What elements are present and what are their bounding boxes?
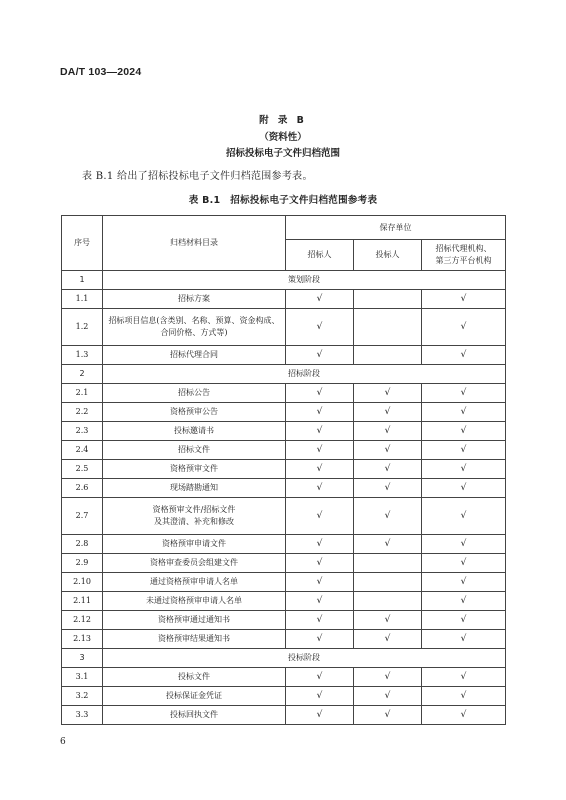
tenderer-check: √ xyxy=(286,422,354,441)
agency-check: √ xyxy=(422,403,506,422)
header-agency xyxy=(422,240,506,271)
tenderer-check: √ xyxy=(286,535,354,554)
tenderer-check: √ xyxy=(286,573,354,592)
row-seq: 2.6 xyxy=(62,479,103,498)
row-seq: 3.1 xyxy=(62,668,103,687)
row-seq: 3.2 xyxy=(62,687,103,706)
row-name-line1: 资格预审文件/招标文件 xyxy=(152,505,236,514)
row-name xyxy=(103,706,286,725)
row-name xyxy=(103,668,286,687)
row-seq: 2.11 xyxy=(62,592,103,611)
row-name-line1: 资格预审公告 xyxy=(170,407,218,416)
row-seq: 2.8 xyxy=(62,535,103,554)
stage-name: 招标阶段 xyxy=(103,365,506,384)
stage-name: 投标阶段 xyxy=(103,649,506,668)
agency-check: √ xyxy=(422,498,506,535)
row-name xyxy=(103,346,286,365)
stage-number: 3 xyxy=(62,649,103,668)
annex-title: 附 录 B xyxy=(259,115,307,126)
row-name-line1: 招标代理合同 xyxy=(170,350,218,359)
row-name-line1: 现场踏勘通知 xyxy=(170,483,218,492)
bidder-check: √ xyxy=(354,441,422,460)
row-seq: 1.1 xyxy=(62,290,103,309)
standard-code: DA/T 103—2024 xyxy=(60,66,142,78)
table-row xyxy=(62,479,506,498)
agency-check: √ xyxy=(422,535,506,554)
tenderer-check: √ xyxy=(286,611,354,630)
agency-check: √ xyxy=(422,441,506,460)
table-row xyxy=(62,630,506,649)
agency-check: √ xyxy=(422,346,506,365)
bidder-check: √ xyxy=(354,630,422,649)
row-name-line1: 资格预审申请文件 xyxy=(162,539,226,548)
row-name xyxy=(103,479,286,498)
agency-check: √ xyxy=(422,573,506,592)
bidder-check: √ xyxy=(354,403,422,422)
row-seq: 3.3 xyxy=(62,706,103,725)
bidder-check xyxy=(354,309,422,346)
header-bidder: 投标人 xyxy=(354,240,422,271)
stage-name: 策划阶段 xyxy=(103,271,506,290)
row-name-line1: 资格预审结果通知书 xyxy=(158,634,230,643)
bidder-check: √ xyxy=(354,498,422,535)
row-name-line1: 投标回执文件 xyxy=(170,710,218,719)
row-name xyxy=(103,554,286,573)
row-name-line1: 招标项目信息(含类别、名称、预算、资金构成、 xyxy=(108,316,280,325)
table-row xyxy=(62,554,506,573)
row-seq: 2.7 xyxy=(62,498,103,535)
row-name xyxy=(103,441,286,460)
table-row xyxy=(62,611,506,630)
row-name-line1: 招标文件 xyxy=(178,445,210,454)
agency-check: √ xyxy=(422,479,506,498)
row-name-line1: 投标保证金凭证 xyxy=(166,691,222,700)
bidder-check xyxy=(354,346,422,365)
table-caption: 表 B.1 招标投标电子文件归档范围参考表 xyxy=(188,195,378,206)
row-seq: 2.13 xyxy=(62,630,103,649)
row-name xyxy=(103,384,286,403)
header-seq: 序号 xyxy=(62,216,103,271)
stage-number: 1 xyxy=(62,271,103,290)
row-name-line1: 通过资格预审申请人名单 xyxy=(150,577,238,586)
annex-heading xyxy=(0,113,566,163)
annex-name: 招标投标电子文件归档范围 xyxy=(225,148,340,159)
row-name-line1: 资格审查委员会组建文件 xyxy=(150,558,238,567)
row-name xyxy=(103,290,286,309)
tenderer-check: √ xyxy=(286,668,354,687)
agency-check: √ xyxy=(422,687,506,706)
intro-paragraph: 表 B.1 给出了招标投标电子文件归档范围参考表。 xyxy=(82,171,313,182)
agency-check: √ xyxy=(422,630,506,649)
stage-row xyxy=(62,271,506,290)
row-seq: 2.1 xyxy=(62,384,103,403)
agency-check: √ xyxy=(422,592,506,611)
table-row xyxy=(62,346,506,365)
table-row xyxy=(62,290,506,309)
tenderer-check: √ xyxy=(286,346,354,365)
header-agency-line2: 第三方平台机构 xyxy=(435,256,492,265)
row-seq: 2.3 xyxy=(62,422,103,441)
table-row xyxy=(62,687,506,706)
row-seq: 2.5 xyxy=(62,460,103,479)
stage-row xyxy=(62,649,506,668)
bidder-check: √ xyxy=(354,611,422,630)
row-name xyxy=(103,573,286,592)
tenderer-check: √ xyxy=(286,460,354,479)
bidder-check: √ xyxy=(354,535,422,554)
table-row xyxy=(62,441,506,460)
row-name-line1: 投标文件 xyxy=(178,672,210,681)
stage-number: 2 xyxy=(62,365,103,384)
tenderer-check: √ xyxy=(286,630,354,649)
row-name xyxy=(103,535,286,554)
row-name xyxy=(103,687,286,706)
bidder-check: √ xyxy=(354,687,422,706)
table-row xyxy=(62,422,506,441)
bidder-check: √ xyxy=(354,460,422,479)
row-seq: 2.4 xyxy=(62,441,103,460)
bidder-check xyxy=(354,573,422,592)
row-seq: 1.3 xyxy=(62,346,103,365)
row-seq: 2.9 xyxy=(62,554,103,573)
bidder-check: √ xyxy=(354,384,422,403)
row-name-line1: 招标方案 xyxy=(178,294,210,303)
agency-check: √ xyxy=(422,668,506,687)
row-name xyxy=(103,309,286,346)
bidder-check: √ xyxy=(354,422,422,441)
row-name xyxy=(103,422,286,441)
header-keeper: 保存单位 xyxy=(286,216,506,240)
tenderer-check: √ xyxy=(286,309,354,346)
tenderer-check: √ xyxy=(286,441,354,460)
row-name-line1: 未通过资格预审申请人名单 xyxy=(146,596,242,605)
tenderer-check: √ xyxy=(286,498,354,535)
table-row xyxy=(62,668,506,687)
table-row xyxy=(62,573,506,592)
row-name xyxy=(103,630,286,649)
agency-check: √ xyxy=(422,290,506,309)
bidder-check xyxy=(354,554,422,573)
header-tenderer: 招标人 xyxy=(286,240,354,271)
row-name-line1: 资格预审文件 xyxy=(170,464,218,473)
row-name-line1: 招标公告 xyxy=(178,388,210,397)
bidder-check: √ xyxy=(354,706,422,725)
table-row xyxy=(62,403,506,422)
tenderer-check: √ xyxy=(286,706,354,725)
page-number: 6 xyxy=(60,737,66,747)
row-seq: 2.10 xyxy=(62,573,103,592)
row-seq: 2.2 xyxy=(62,403,103,422)
agency-check: √ xyxy=(422,706,506,725)
row-name-line1: 资格预审通过通知书 xyxy=(158,615,230,624)
row-name-line1: 投标邀请书 xyxy=(174,426,214,435)
row-seq: 2.12 xyxy=(62,611,103,630)
agency-check: √ xyxy=(422,611,506,630)
table-row xyxy=(62,309,506,346)
table-row xyxy=(62,706,506,725)
tenderer-check: √ xyxy=(286,403,354,422)
annex-nature: （资料性） xyxy=(259,131,307,143)
agency-check: √ xyxy=(422,422,506,441)
tenderer-check: √ xyxy=(286,384,354,403)
agency-check: √ xyxy=(422,460,506,479)
bidder-check: √ xyxy=(354,668,422,687)
agency-check: √ xyxy=(422,309,506,346)
table-row xyxy=(62,535,506,554)
stage-row xyxy=(62,365,506,384)
row-seq: 1.2 xyxy=(62,309,103,346)
archive-scope-table xyxy=(61,215,506,725)
tenderer-check: √ xyxy=(286,592,354,611)
tenderer-check: √ xyxy=(286,687,354,706)
table-row xyxy=(62,592,506,611)
agency-check: √ xyxy=(422,384,506,403)
table-row xyxy=(62,384,506,403)
header-catalog: 归档材料目录 xyxy=(103,216,286,271)
bidder-check xyxy=(354,290,422,309)
table-row xyxy=(62,498,506,535)
row-name xyxy=(103,403,286,422)
bidder-check xyxy=(354,592,422,611)
agency-check: √ xyxy=(422,554,506,573)
row-name xyxy=(103,460,286,479)
row-name xyxy=(103,498,286,535)
tenderer-check: √ xyxy=(286,554,354,573)
tenderer-check: √ xyxy=(286,290,354,309)
row-name-line2: 及其澄清、补充和修改 xyxy=(154,517,234,526)
row-name xyxy=(103,611,286,630)
row-name xyxy=(103,592,286,611)
row-name-line2: 合同价格、方式等) xyxy=(160,328,228,337)
tenderer-check: √ xyxy=(286,479,354,498)
table-row xyxy=(62,460,506,479)
bidder-check: √ xyxy=(354,479,422,498)
header-agency-line1: 招标代理机构、 xyxy=(435,244,492,253)
